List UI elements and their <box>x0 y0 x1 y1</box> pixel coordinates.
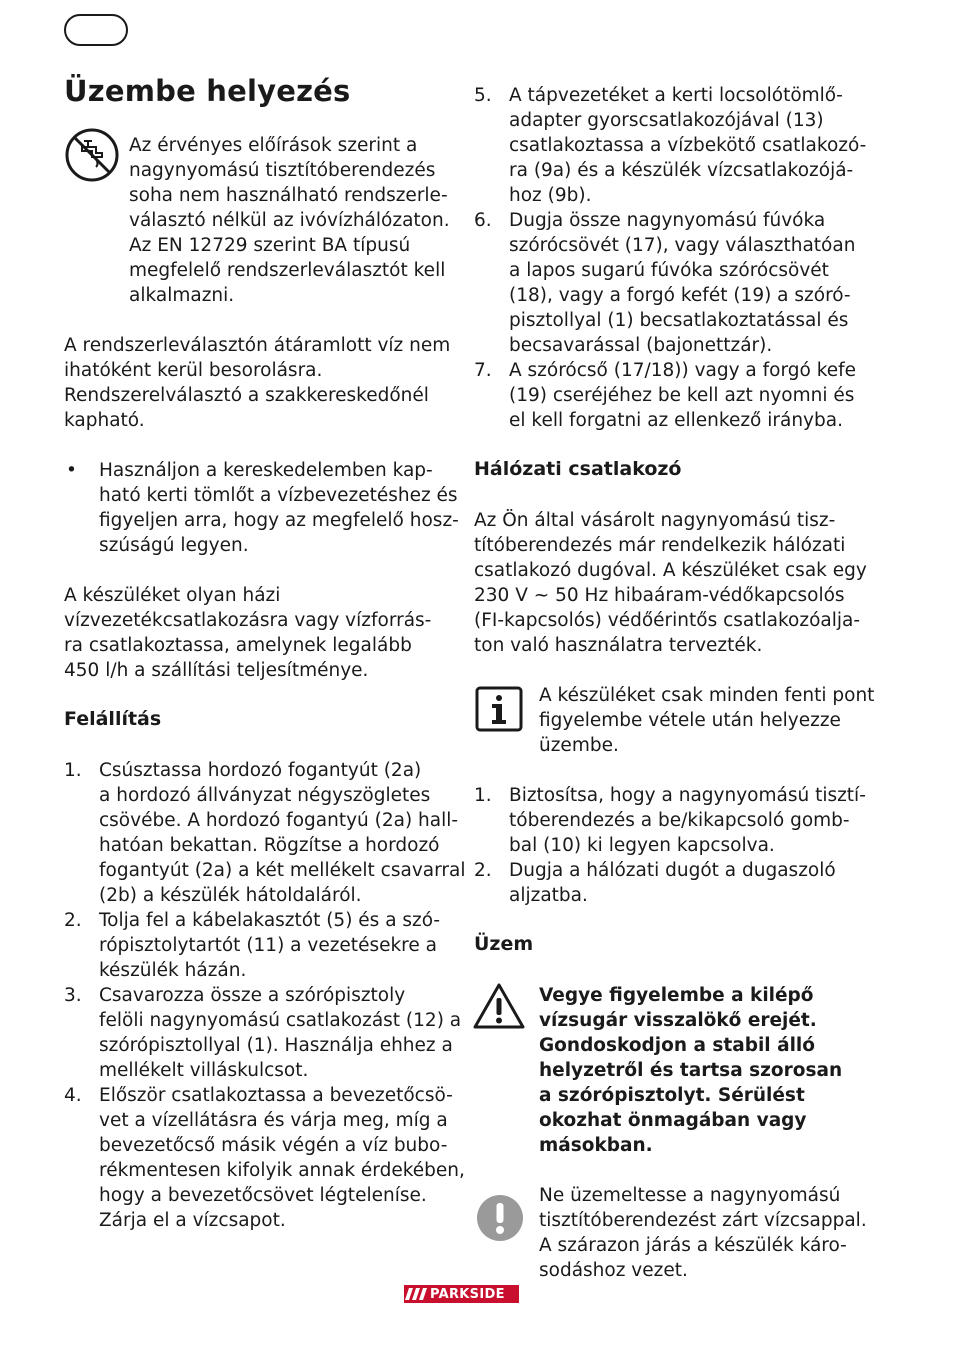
logo-slashes-icon <box>404 1285 430 1303</box>
water-supply-note: A készüléket olyan házi vízvezetékcsatlakozásra vagy vízforrás- ra csatlakoztassa, amelynek legalább 450 l/h a szállítási teljesítménye. <box>64 585 432 681</box>
recoil-warning: Vegye figyelembe a kilépő vízsugár visszalökő erejét. Gondoskodjon a stabil álló helyzetről és tartsa szorosan a szórópisztolyt. Sérülést okozhat önmagában vagy másokban. <box>539 985 843 1156</box>
drinking-water-warning: Az érvényes előírások szerint a nagynyomású tisztítóberendezés soha nem használható rendszerle- választó nélkül az ivóvízhálózaton. Az EN 12729 szerint BA típusú megfelelő rendszerleválasztót kell alkalmazni. <box>129 135 450 306</box>
section-heading-setup: Felállítás <box>64 708 162 730</box>
warning-triangle-icon <box>472 982 526 1030</box>
system-separator-note: A rendszerleválasztón átáramlott víz nem ihatóként kerül besorolásra. Rendszerelválasztó a szakkereskedőnél kapható. <box>64 335 451 431</box>
brand-name: PARKSIDE <box>430 1286 505 1302</box>
section-heading-mains: Hálózati csatlakozó <box>474 458 682 480</box>
section-heading-operation: Üzem <box>474 933 534 955</box>
no-drinking-water-icon <box>64 127 120 183</box>
mains-connection-text: Az Ön által vásárolt nagynyomású tisz- títóberendezés már rendelkezik hálózati csatlakozó dugóval. A készüléket csak egy 230 V ~ 50 Hz hibaáram-védőkapcsolós (FI-kapcsolós) védőérintős csatlakozóalja- ton való használatra tervezték. <box>474 510 867 656</box>
caution-exclamation-icon <box>476 1194 524 1242</box>
dry-run-caution: Ne üzemeltesse a nagynyomású tisztítóberendezést zárt vízcsappal. A szárazon járás a készülék káro- sodáshoz vezet. <box>539 1185 867 1281</box>
info-note: A készüléket csak minden fenti pont figyelembe vétele után helyezze üzembe. <box>539 685 875 756</box>
parkside-logo <box>404 1285 519 1303</box>
page-title: Üzembe helyezés <box>64 74 351 108</box>
info-icon <box>475 686 523 732</box>
language-tab <box>64 14 128 46</box>
